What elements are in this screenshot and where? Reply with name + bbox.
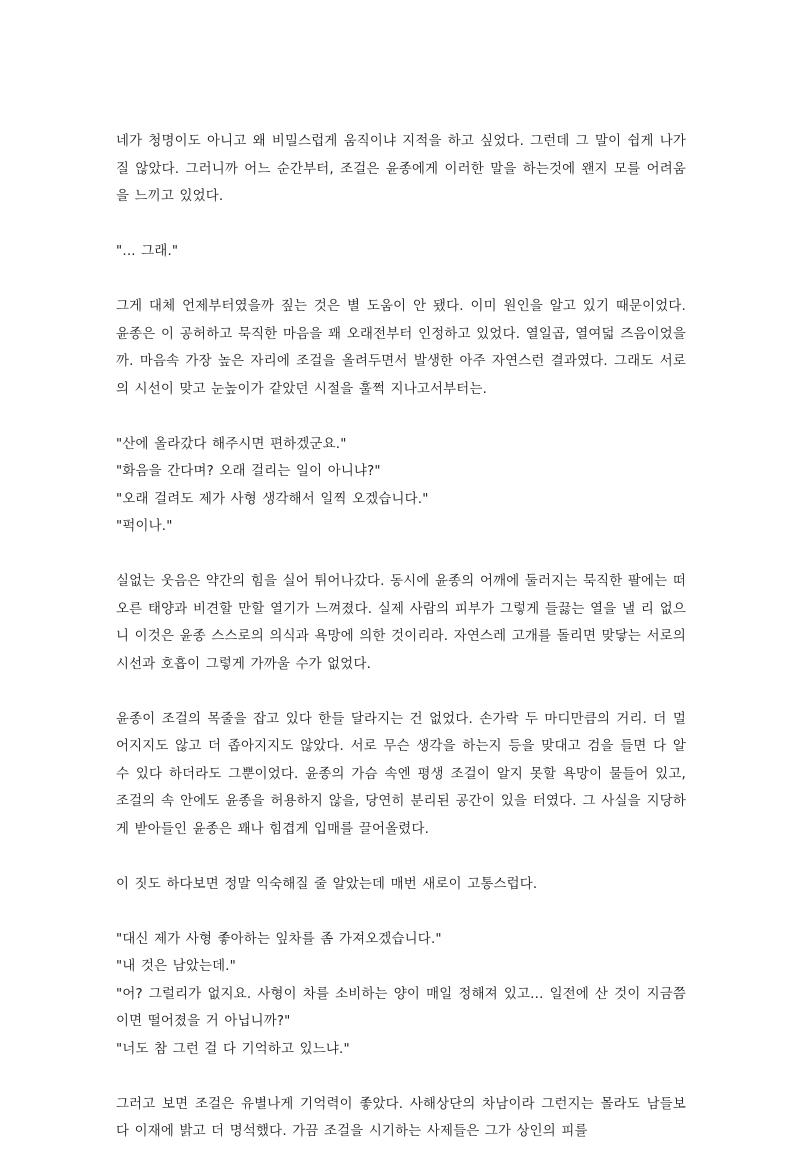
dialogue-line: "어? 그럴리가 없지요. 사형이 차를 소비하는 양이 매일 정해져 있고... 일전에 산 것이 지금쯤이면 떨어졌을 거 아닙니까?" xyxy=(116,986,686,1029)
paragraph-1: 네가 청명이도 아니고 왜 비밀스럽게 움직이냐 지적을 하고 싶었다. 그런데 그 말이 쉽게 나가질 않았다. 그러니까 어느 순간부터, 조걸은 윤종에게 이러한 말을 하는것에 왠지 모를 어려움을 느끼고 있었다. xyxy=(116,134,686,204)
dialogue-line: "화음을 간다며? 오래 걸리는 일이 아니냐?" xyxy=(116,464,381,479)
paragraph-2: "... 그래." xyxy=(116,244,179,259)
paragraph-6: 이 짓도 하다보면 정말 익숙해질 줄 알았는데 매번 새로이 고통스럽다. xyxy=(116,876,538,892)
paragraph-3: 그게 대체 언제부터였을까 짚는 것은 별 도움이 안 됐다. 이미 원인을 알고 있기 때문이었다. 윤종은 이 공허하고 묵직한 마음을 꽤 오래전부터 인정하고 있었다. 열일곱, 열여덟 즈음이었을까. 마음속 가장 높은 자리에 조걸을 올려두면서 발생한 아주 자연스런 결과였다. 그래도 서로의 시선이 맞고 눈높이가 같았던 시절을 훌쩍 지나고서부터는. xyxy=(116,299,686,397)
paragraph-4: 실없는 웃음은 약간의 힘을 실어 튀어나갔다. 동시에 윤종의 어깨에 둘러지는 묵직한 팔에는 떠오른 태양과 비견할 만할 열기가 느껴졌다. 실제 사람의 피부가 그렇게 들끓는 열을 낼 리 없으니 이것은 윤종 스스로의 의식과 욕망에 의한 것이리라. 자연스레 고개를 돌리면 맞닿는 서로의 시선과 호흡이 그렇게 가까울 수가 없었다. xyxy=(116,574,686,672)
dialogue-line: "산에 올라갔다 해주시면 편하겠군요." xyxy=(116,436,347,452)
document-page xyxy=(116,128,686,1173)
paragraph-7: 그러고 보면 조걸은 유별나게 기억력이 좋았다. 사해상단의 차남이라 그런지는 몰라도 남들보다 이재에 밝고 더 명석했다. 가끔 조걸을 시기하는 사제들은 그가 상인의 피를 xyxy=(116,1096,686,1139)
dialogue-block-1 xyxy=(116,431,686,541)
dialogue-line: "퍽이나." xyxy=(116,519,173,534)
dialogue-line: "오래 걸려도 제가 사형 생각해서 일찍 오겠습니다." xyxy=(116,491,429,507)
dialogue-block-2 xyxy=(116,926,686,1064)
dialogue-line: "너도 참 그런 걸 다 기억하고 있느냐." xyxy=(116,1041,350,1057)
dialogue-line: "내 것은 남았는데." xyxy=(116,959,237,974)
dialogue-line: "대신 제가 사형 좋아하는 잎차를 좀 가져오겠습니다." xyxy=(116,931,442,947)
paragraph-5: 윤종이 조걸의 목줄을 잡고 있다 한들 달라지는 건 없었다. 손가락 두 마디만큼의 거리. 더 멀어지지도 않고 더 좁아지지도 않았다. 서로 무슨 생각을 하는지 등을 맞대고 검을 들면 다 알 수 있다 하더라도 그뿐이었다. 윤종의 가슴 속엔 평생 조걸이 알지 못할 욕망이 물들어 있고, 조걸의 속 안에도 윤종을 허용하지 않을, 당연히 분리된 공간이 있을 터였다. 그 사실을 지당하게 받아들인 윤종은 꽤나 힘겹게 입매를 끌어올렸다. xyxy=(116,711,686,837)
